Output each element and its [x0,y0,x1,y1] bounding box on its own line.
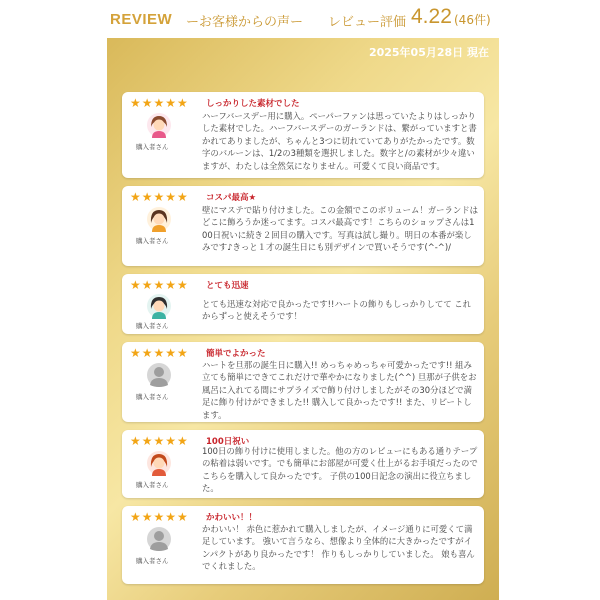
rating-value: 4.22 [411,5,452,28]
buyer-label: 購入者さん [136,322,169,330]
review-header [0,0,600,38]
default-user-avatar-icon [146,526,172,552]
as-of-date: 2025年05月28日 現在 [368,46,489,59]
woman-red-avatar-icon [146,450,172,476]
customer-voice-heading: ーお客様からの声ー [186,15,304,30]
review-heading: REVIEW [110,11,173,28]
review-card [122,430,484,498]
buyer-label: 購入者さん [136,557,169,565]
review-text: 壁にマステで貼り付けました。この金額でこのボリューム！ガーランドはどこに飾ろうか迷ってます。コスパ最高です！こちらのショップさんは100日祝いに続き２回目の購入です。写真は試し撮り。明日の本番が楽しみです♪きっと１才の誕生日にも別デザインで買いそうです(^-^)/ [202,205,478,253]
review-card [122,274,484,334]
review-title: 簡単でよかった [206,349,266,359]
default-user-avatar-icon [146,362,172,388]
review-title: コスパ最高★ [206,193,257,203]
review-text: ハーフバースデー用に購入。ペーパーファンは思っていたよりはしっかりした素材でした。ハーフバースデーのガーランドは、繋がっていますと書かれてありましたが、ちゃんと3つに切れていてありがたかったです。数字のバルーンは、1/2の3種類を選択しました。数字と/の素材が少々違いますが、わたしは全然気になりません。可愛くて良い商品です。 [202,111,477,171]
woman-pink-avatar-icon [146,112,172,138]
buyer-label: 購入者さん [136,143,169,151]
star-rating: ★★★★★ [130,96,189,110]
review-title: しっかりした素材でした [206,99,300,109]
review-title: 100日祝い [206,437,250,447]
rating-label: レビュー評価 [328,15,407,30]
woman-teal-avatar-icon [146,293,172,319]
star-rating: ★★★★★ [130,190,189,204]
review-title: とても迅速 [206,281,249,291]
buyer-label: 購入者さん [136,237,169,245]
review-card [122,506,484,584]
review-text: 100日の飾り付けに使用しました。他の方のレビューにもある通りテープの粘着は弱いです。でも簡単にお部屋が可愛く仕上がるお手頃だったのでこちらを購入して良かったです。 子供の100日記念の演出に役立ちました。 [202,446,478,494]
buyer-label: 購入者さん [136,481,169,489]
review-text: かわいい！ 赤色に惹かれて購入しましたが、イメージ通りに可愛くて満足しています。 強いて言うなら、想像より全体的に大きかったですがインパクトがあり良かったです！ 作りもしっかりしていました。 娘も喜んでくれました。 [202,524,475,572]
star-rating: ★★★★★ [130,278,189,292]
review-card [122,92,484,178]
review-card [122,342,484,422]
date-bar [107,38,499,64]
review-card [122,186,484,266]
star-rating: ★★★★★ [130,434,189,448]
review-text: とても迅速な対応で良かったです!!ハートの飾りもしっかりしてて これからずっと使えそうです！ [202,299,471,322]
buyer-label: 購入者さん [136,393,169,401]
review-text: ハートを旦那の誕生日に購入!! めっちゃめっちゃ可愛かったです!! 組み立ても簡単にできてこれだけで華やかになりました(^^) 旦那が子供をお風呂に入れてる間にサプライズで飾り付けしましたがその30分ほどで満足に飾り付けができました!! 購入して良かったです!! また、リピートします。 [202,360,477,420]
star-rating: ★★★★★ [130,510,189,524]
review-title: かわいい！！ [206,513,258,523]
woman-orange-avatar-icon [146,206,172,232]
rating-count: (46件) [454,13,491,27]
star-rating: ★★★★★ [130,346,189,360]
